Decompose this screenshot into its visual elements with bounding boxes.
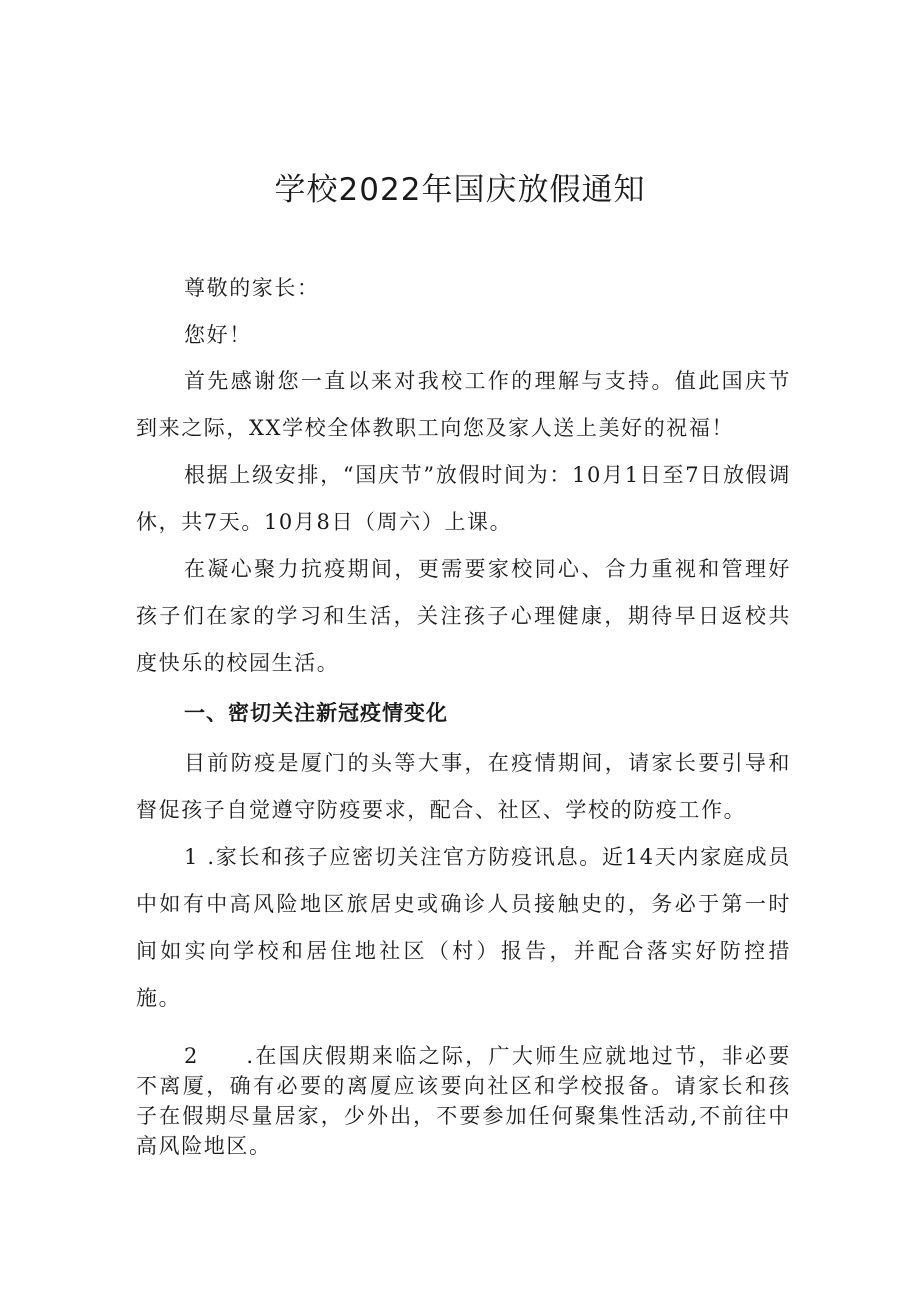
paragraph-holiday-schedule: 根据上级安排，“国庆节”放假时间为：10月1日至7日放假调休，共7天。10月8日（周六）上课。 — [136, 463, 791, 534]
section-1-heading-wrap — [136, 690, 791, 737]
salutation: 尊敬的家长： — [184, 276, 320, 300]
section-1-intro: 目前防疫是厦门的头等大事，在疫情期间，请家长要引导和督促孩子自觉遵守防疫要求，配合、社区、学校的防疫工作。 — [136, 751, 791, 822]
section-1-item-2: 2 .在国庆假期来临之际，广大师生应就地过节，非必要不离厦，确有必要的离厦应该要向社区和学校报备。请家长和孩子在假期尽量居家，少外出，不要参加任何聚集性活动,不前往中高风险地区。 — [136, 1044, 791, 1158]
document-title: 学校2022年国庆放假通知 — [274, 172, 646, 208]
paragraph-epidemic-care: 在凝心聚力抗疫期间，更需要家校同心、合力重视和管理好孩子们在家的学习和生活，关注孩子心理健康，期待早日返校共度快乐的校园生活。 — [136, 557, 791, 675]
section-1-item-1: 1 .家长和孩子应密切关注官方防疫讯息。近14天内家庭成员中如有中高风险地区旅居史或确诊人员接触史的，务必于第一时间如实向学校和居住地社区（村）报告，并配合落实好防控措施。 — [136, 845, 791, 1010]
section-1-heading: 一、密切关注新冠疫情变化 — [184, 701, 448, 725]
paragraph-thanks: 首先感谢您一直以来对我校工作的理解与支持。值此国庆节到来之际，XX学校全体教职工向您及家人送上美好的祝福！ — [136, 369, 791, 440]
greeting: 您好！ — [184, 323, 252, 347]
